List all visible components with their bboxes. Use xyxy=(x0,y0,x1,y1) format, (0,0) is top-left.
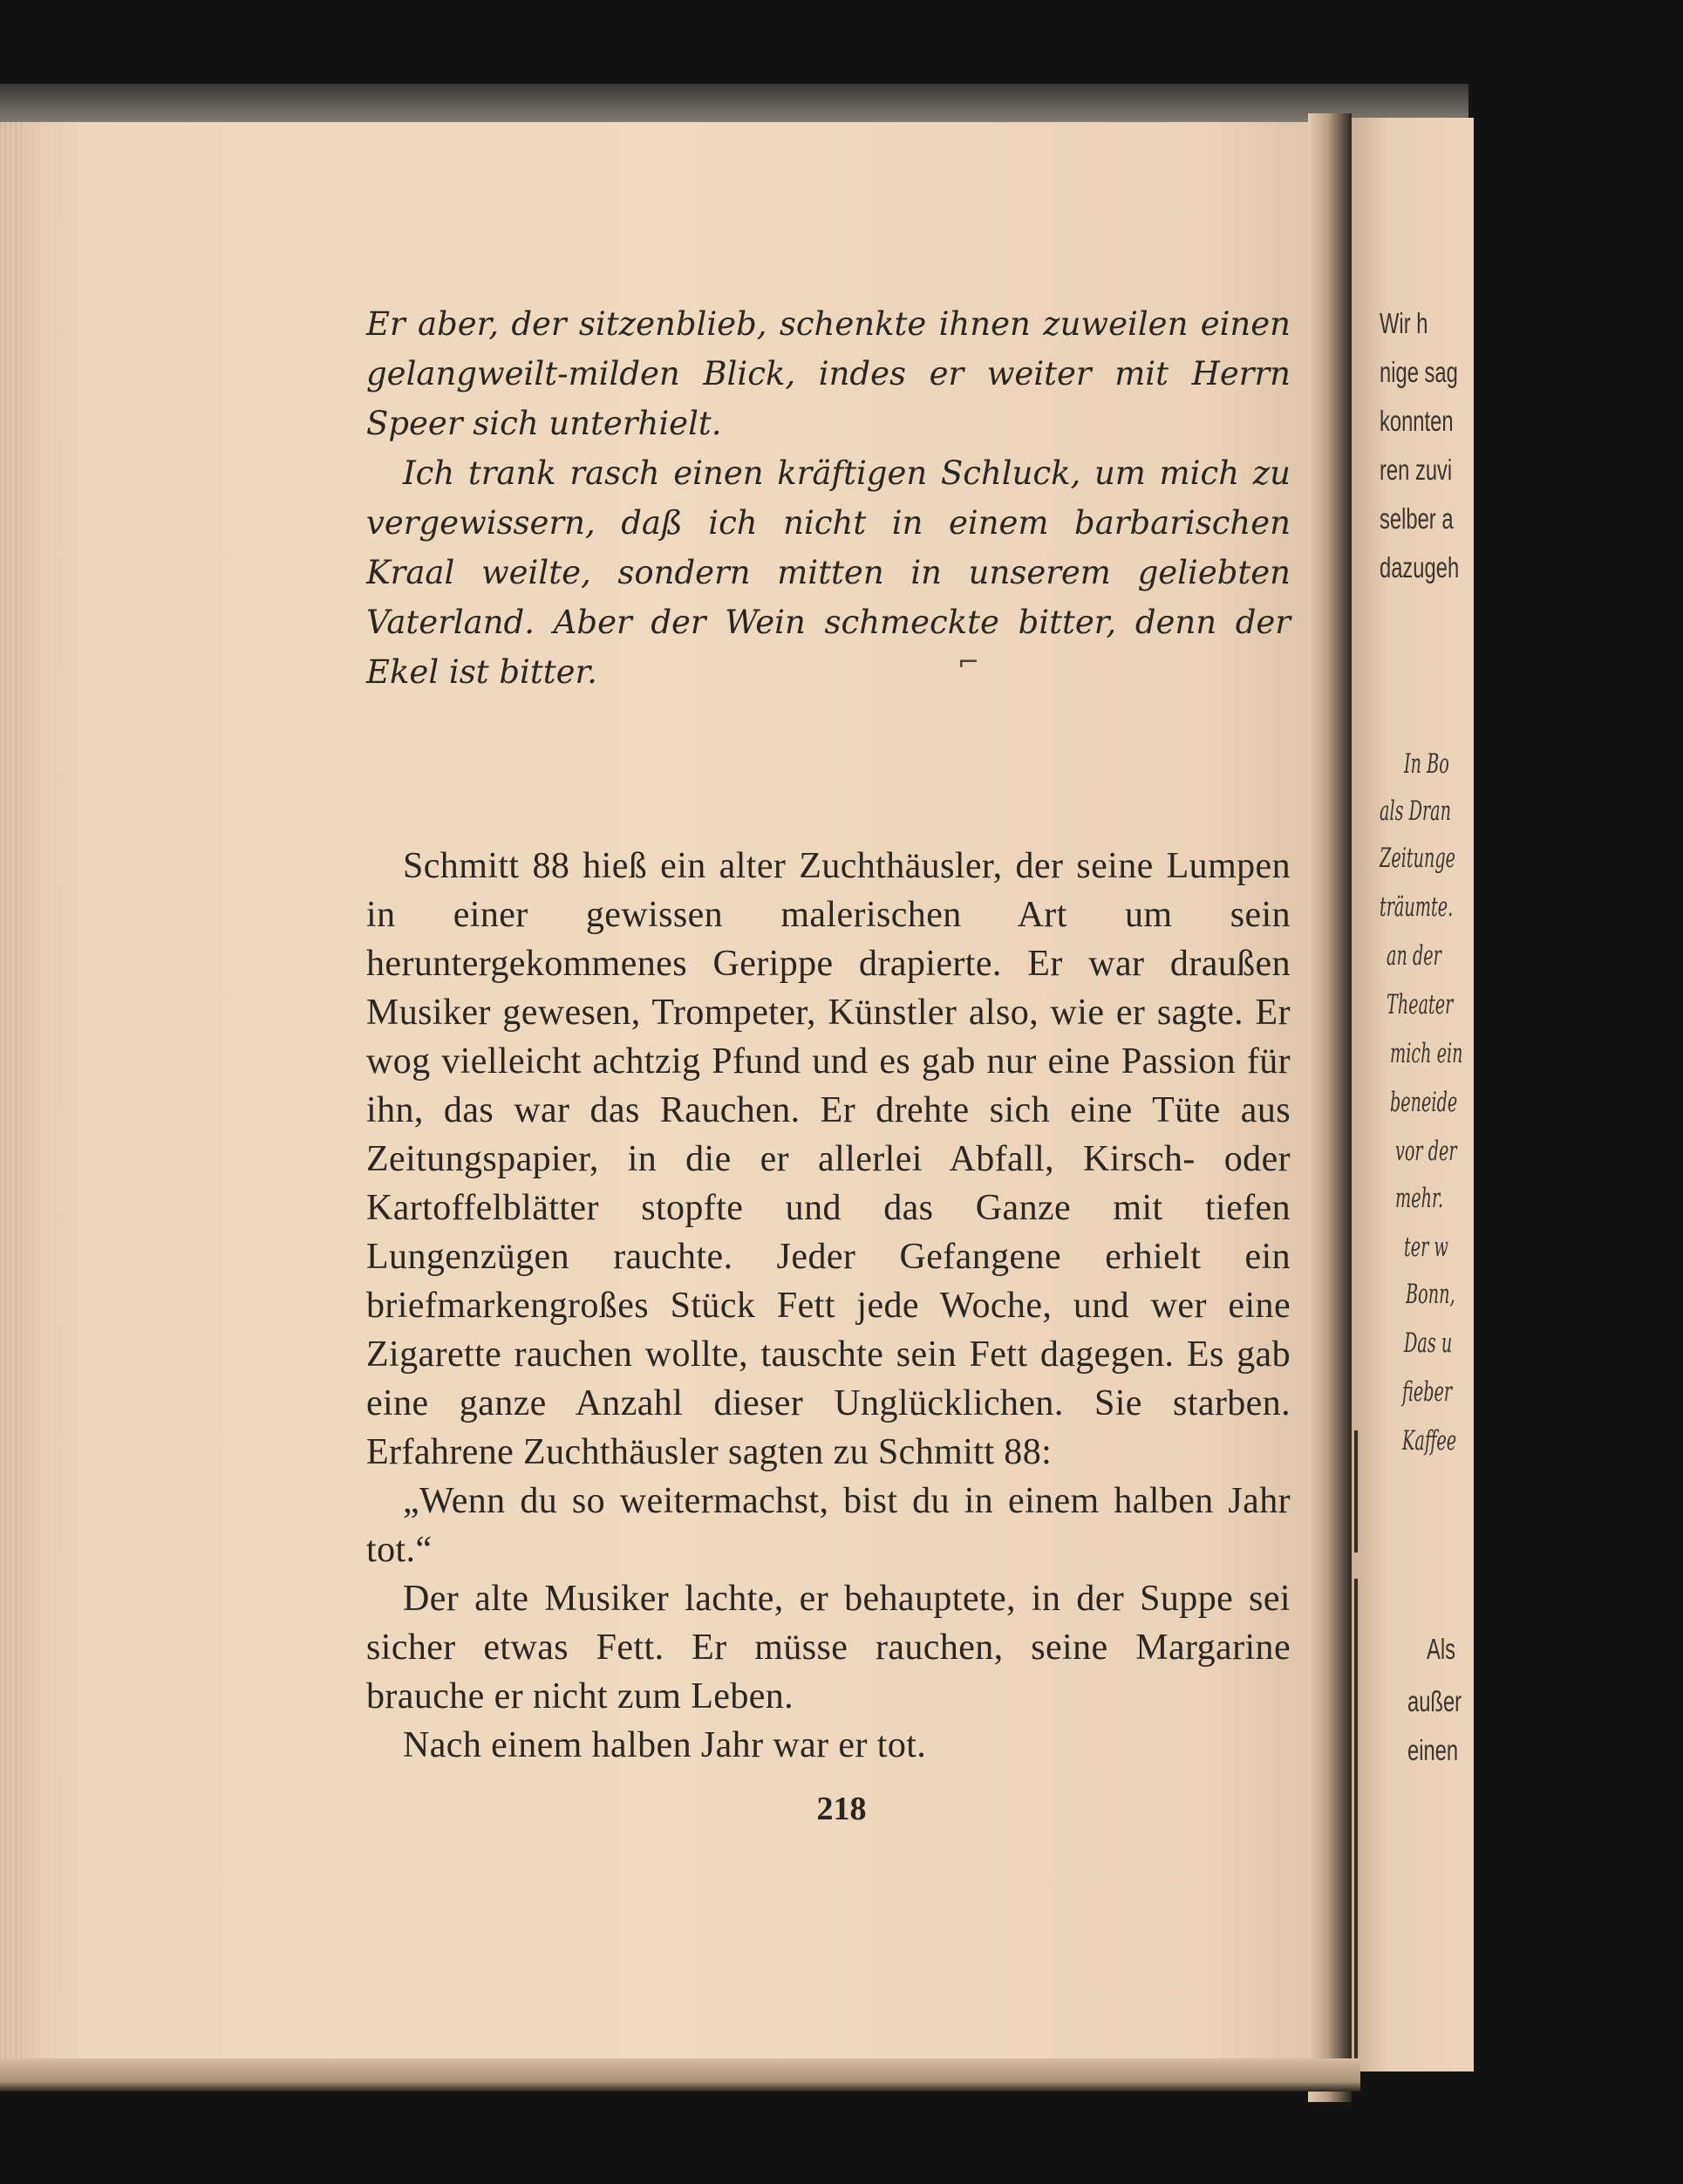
italic-paragraph: Ich trank rasch einen kräftigen Schluck, um mich zu vergewissern, daß ich nicht in einem barbarischen Kraal weilte, sondern mitten in unserem geliebten Vaterland. Aber der Wein schmeckte bitter, denn der Ekel ist bitter. xyxy=(366,454,1291,691)
body-paragraph: Schmitt 88 hieß ein alter Zuchthäusler, der seine Lumpen in einer gewissen malerischen Art um sein heruntergekommenes Gerippe drapierte. Er war draußen Musiker gewesen, Trompeter, Künstler also, wie er sagte. Er wog vielleicht achtzig Pfund und es gab nur eine Passion für ihn, das war das Rauchen. Er drehte sich eine Tüte aus Zeitungspapier, in die er allerlei Abfall, Kirsch- oder Kartoffelblätter stopfte und das Ganze mit tiefen Lungenzügen rauchte. Jeder Gefangene erhielt ein briefmarkengroßes Stück Fett jede Woche, und wer eine Zigarette rauchen wollte, tauschte sein Fett dagegen. Es gab eine ganze Anzahl dieser Unglücklichen. Sie starben. Erfahrene Zuchthäusler sagten zu Schmitt 88: xyxy=(366,846,1291,1472)
right-page-fragment: selber a xyxy=(1380,502,1454,535)
right-page-fragment: konnten xyxy=(1380,405,1454,437)
right-page-fragment: Theater xyxy=(1387,989,1454,1020)
right-page-fragment: mich ein xyxy=(1390,1038,1463,1069)
right-page-fragment: einen xyxy=(1407,1734,1459,1766)
italic-passage xyxy=(366,299,1291,697)
right-page-fragment: als Dran xyxy=(1380,795,1452,827)
right-page-fragment: beneide xyxy=(1390,1087,1458,1118)
body-paragraph: Nach einem halben Jahr war er tot. xyxy=(403,1725,927,1765)
right-page-fragment: ren zuvi xyxy=(1380,454,1453,486)
page-number: 218 xyxy=(816,1791,867,1827)
right-page-fragment: In Bo xyxy=(1404,748,1449,780)
right-page-fragment: Bonn, xyxy=(1406,1279,1455,1310)
body-paragraph: „Wenn du so weitermachst, bist du in einem halben Jahr tot.“ xyxy=(366,1481,1291,1570)
right-page-rule xyxy=(1354,1430,1358,1553)
right-page-fragment: ter w xyxy=(1404,1232,1448,1263)
right-page-fragment: Zeitunge xyxy=(1380,843,1456,874)
right-page-fragment: dazugeh xyxy=(1380,551,1460,584)
right-page-fragment: vor der xyxy=(1395,1136,1457,1167)
right-page-fragment: Das u xyxy=(1404,1327,1453,1359)
right-page-fragment: außer xyxy=(1407,1685,1462,1717)
main-passage xyxy=(366,842,1291,1770)
right-page-fragment: träumte. xyxy=(1380,891,1454,923)
right-page-fragment: Kaffee xyxy=(1402,1425,1457,1457)
right-page-fragment: nige sag xyxy=(1380,356,1458,388)
italic-paragraph: Er aber, der sitzenblieb, schenkte ihnen zuweilen einen gelangweilt-milden Blick, indes er weiter mit Herrn Speer sich unterhielt. xyxy=(366,305,1291,442)
right-page-fragment: an der xyxy=(1387,940,1441,972)
right-page-fragment: Als xyxy=(1427,1633,1456,1665)
right-page-fragment: mehr. xyxy=(1395,1183,1444,1214)
book-bottom-edge xyxy=(0,2058,1360,2092)
page-number-wrap xyxy=(0,1790,1683,1828)
right-page-fragment: Wir h xyxy=(1380,307,1428,339)
body-paragraph: Der alte Musiker lachte, er behauptete, in der Suppe sei sicher etwas Fett. Er müsse rauchen, seine Margarine brauche er nicht zum Leben. xyxy=(366,1579,1291,1716)
section-mark: ⌐ xyxy=(957,647,980,678)
right-page-fragment: fieber xyxy=(1402,1376,1453,1408)
